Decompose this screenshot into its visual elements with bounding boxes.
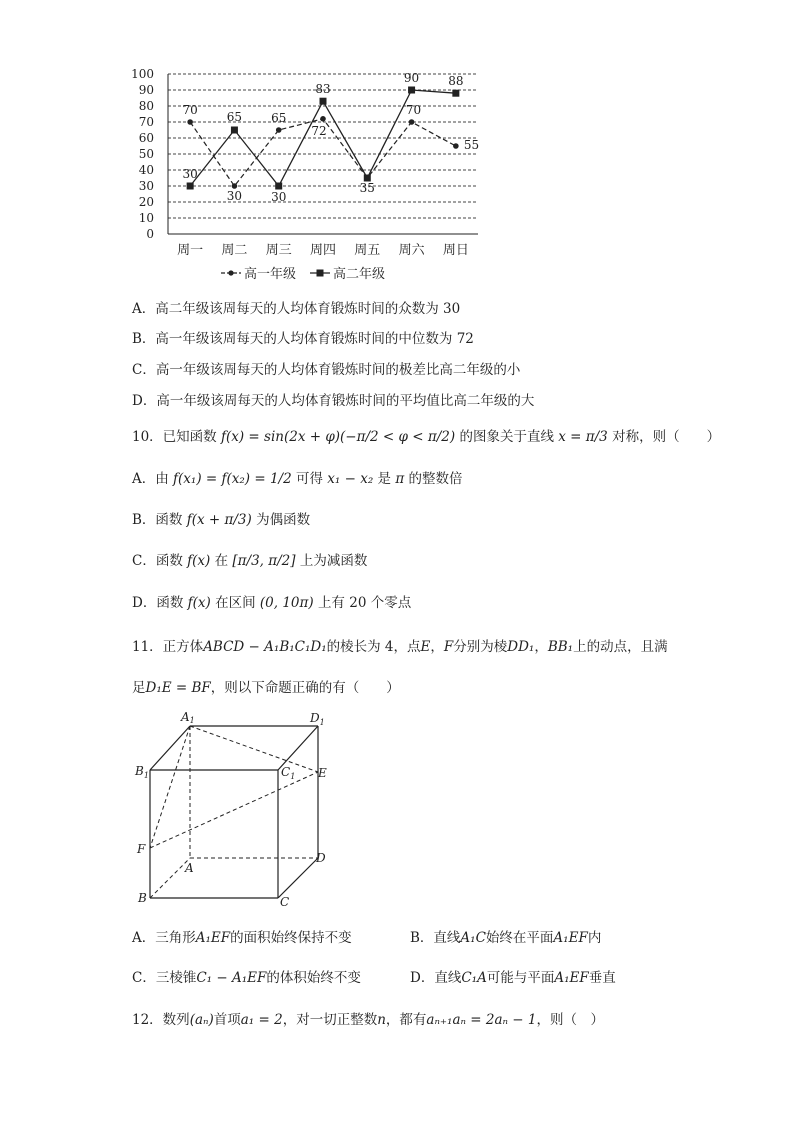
q12-n: n	[377, 1012, 386, 1028]
point-grade1	[276, 127, 282, 133]
q10-a-mid: 可得	[295, 471, 323, 487]
edge-c1-d1	[278, 726, 318, 770]
y-tick-label: 50	[138, 147, 154, 161]
q11-d-line: C₁A	[461, 970, 487, 986]
label-f: F	[137, 842, 146, 856]
y-tick-label: 10	[138, 211, 154, 225]
q10-c-suffix: 上为减函数	[299, 553, 368, 569]
data-label-grade2: 83	[315, 82, 331, 97]
q11-b-suffix: 内	[587, 930, 602, 946]
data-label-grade2: 30	[271, 190, 287, 204]
y-tick-label: 70	[138, 115, 154, 129]
q10-c-interval: [π/3, π/2]	[232, 553, 296, 569]
legend-label-grade2: 高二年级	[333, 267, 386, 282]
point-grade2	[452, 90, 459, 97]
q10-stem-prefix: 10．已知函数	[132, 429, 217, 445]
q11-d-plane: A₁EF	[554, 970, 589, 986]
q10-b-prefix: B．函数	[132, 512, 183, 528]
q10-b-function: f(x + π/3)	[186, 512, 252, 528]
q10-d-function: f(x)	[187, 595, 211, 611]
data-label-grade1: 72	[311, 123, 327, 138]
q11-option-a	[132, 926, 352, 946]
label-d: D	[316, 851, 326, 865]
q11-b-mid: 始终在平面	[485, 930, 554, 946]
q10-stem-suffix: 对称，则（ ）	[612, 429, 721, 445]
x-tick-label: 周三	[265, 243, 292, 258]
point-grade1	[232, 183, 238, 189]
x-tick-label: 周五	[354, 243, 381, 258]
q11-b-plane: A₁EF	[553, 930, 588, 946]
y-tick-label: 40	[138, 163, 154, 177]
q10-option-d	[132, 591, 411, 611]
q11-c-suffix: 的体积始终不变	[266, 970, 361, 986]
point-grade1	[453, 143, 459, 149]
q10-option-c	[132, 549, 367, 569]
legend-label-grade1: 高一年级	[244, 267, 297, 282]
data-label-grade1: 70	[405, 103, 422, 117]
q10-a-pi: π	[395, 471, 405, 487]
q12-mid3: ，都有	[385, 1012, 427, 1028]
q9-option-a: A．高二年级该周每天的人均体育锻炼时间的众数为 30	[132, 301, 461, 317]
data-label-grade1: 55	[463, 138, 480, 152]
x-tick-label: 周六	[398, 243, 425, 258]
q12-prefix: 12．数列	[132, 1012, 190, 1028]
segment-f-e	[150, 772, 318, 848]
edge-c-d	[278, 858, 318, 898]
label-a1: A1	[181, 710, 195, 725]
q12-stem	[132, 1008, 604, 1028]
legend-marker-grade2	[317, 270, 324, 277]
q11-sep2: ，	[534, 639, 548, 655]
q12-suffix: ，则（ ）	[536, 1012, 604, 1028]
q11-line2-suffix: ，则以下命题正确的有（ ）	[210, 680, 400, 696]
q11-option-b	[410, 926, 601, 946]
q10-d-suffix: 上有 20 个零点	[317, 595, 412, 611]
q10-a-diff: x₁ − x₂	[327, 471, 374, 487]
data-label-grade2: 30	[182, 167, 198, 181]
line-chart	[0, 0, 794, 290]
y-tick-label: 0	[146, 227, 154, 241]
q10-function-def: f(x) = sin(2x + φ)(−π/2 < φ < π/2)	[220, 429, 456, 445]
q11-a-triangle: A₁EF	[195, 930, 231, 946]
q10-c-function: f(x)	[187, 553, 211, 569]
y-tick-label: 90	[138, 83, 154, 97]
q12-first-term: a₁ = 2	[240, 1012, 283, 1028]
q11-edge-dd1: DD₁	[507, 639, 535, 655]
q11-option-c	[132, 966, 361, 986]
q10-option-b	[132, 508, 310, 528]
q11-b-line: A₁C	[460, 930, 486, 946]
segment-a1-e	[190, 726, 318, 772]
q10-a-suffix: 的整数倍	[408, 471, 463, 487]
data-label-grade2: 65	[226, 110, 243, 124]
q9-option-d: D．高一年级该周每天的人均体育锻炼时间的平均值比高二年级的大	[132, 393, 535, 409]
q11-point-e: E	[420, 639, 431, 655]
y-tick-label: 80	[138, 99, 154, 113]
label-b1: $B_1$	[135, 764, 149, 780]
q10-d-mid: 在区间	[215, 595, 256, 611]
q10-a-prefix: A．由	[132, 471, 169, 487]
segment-a1-f	[150, 726, 190, 848]
point-grade1	[320, 116, 326, 122]
label-b: B	[138, 891, 147, 905]
q11-a-suffix: 的面积始终保持不变	[230, 930, 352, 946]
q11-suffix: 上的动点，且满	[573, 639, 668, 655]
q11-stem-line2	[132, 676, 400, 696]
x-tick-label: 周日	[442, 243, 469, 258]
data-label-grade2: 88	[448, 74, 464, 89]
y-tick-label: 60	[138, 131, 154, 145]
label-d1: $D_1$	[310, 711, 325, 727]
q11-d-suffix: 垂直	[588, 970, 616, 986]
data-label-grade1: 70	[182, 103, 198, 117]
data-label-grade1: 35	[359, 181, 375, 195]
q12-sequence: (aₙ)	[189, 1012, 214, 1028]
q11-cube-name: ABCD − A₁B₁C₁D₁	[203, 639, 327, 655]
q10-stem	[132, 425, 720, 445]
chart-plot-area	[131, 67, 479, 282]
q12-relation: aₙ₊₁aₙ = 2aₙ − 1	[426, 1012, 537, 1028]
point-grade2	[275, 183, 282, 190]
cube-diagram	[0, 700, 794, 915]
label-c: C	[280, 895, 290, 909]
point-grade2	[320, 98, 327, 105]
q9-option-c: C．高一年级该周每天的人均体育锻炼时间的极差比高二年级的小	[132, 362, 521, 378]
q11-option-d	[410, 966, 616, 986]
x-tick-label: 周四	[309, 243, 337, 258]
x-tick-label: 周二	[221, 243, 248, 258]
q10-d-prefix: D．函数	[132, 595, 184, 611]
q10-a-equation: f(x₁) = f(x₂) = 1/2	[173, 471, 292, 487]
q11-c-pyramid: C₁ − A₁EF	[196, 970, 267, 986]
x-tick-label: 周一	[177, 243, 204, 258]
q10-option-a	[132, 467, 463, 487]
legend-marker-grade1	[228, 270, 233, 275]
q11-d-mid: 可能与平面	[486, 970, 555, 986]
q10-d-interval: (0, 10π)	[259, 595, 314, 611]
q11-prefix: 11．正方体	[132, 639, 204, 655]
q11-mid2: 分别为棱	[453, 639, 508, 655]
edge-b1-a1	[150, 726, 190, 770]
q10-b-suffix: 为偶函数	[256, 512, 311, 528]
q10-c-mid: 在	[214, 553, 229, 569]
point-grade2	[408, 87, 415, 94]
y-tick-label: 100	[131, 67, 154, 81]
data-label-grade2: 90	[403, 71, 420, 85]
q11-c-prefix: C．三棱锥	[132, 970, 197, 986]
point-grade2	[231, 127, 238, 134]
q11-sep: ，	[430, 639, 444, 655]
q11-condition: D₁E = BF	[145, 680, 211, 696]
q11-edge-bb1: BB₁	[547, 639, 574, 655]
label-e: E	[318, 766, 327, 780]
edge-b-a-hidden	[150, 858, 190, 898]
q11-line2-prefix: 足	[132, 680, 146, 696]
q10-stem-mid: 的图象关于直线	[459, 429, 554, 445]
q12-mid1: 首项	[213, 1012, 241, 1028]
point-grade1	[187, 119, 193, 125]
y-tick-label: 20	[138, 195, 154, 209]
q11-a-prefix: A．三角形	[132, 930, 196, 946]
q11-b-prefix: B．直线	[410, 930, 461, 946]
label-c1: $C_1$	[281, 765, 296, 781]
point-grade2	[187, 183, 194, 190]
q11-d-prefix: D．直线	[410, 970, 462, 986]
q11-mid: 的棱长为 4，点	[326, 639, 421, 655]
q10-c-prefix: C．函数	[132, 553, 183, 569]
q12-mid2: ，对一切正整数	[282, 1012, 378, 1028]
q11-point-f: F	[443, 639, 454, 655]
q9-option-b: B．高一年级该周每天的人均体育锻炼时间的中位数为 72	[132, 331, 474, 347]
data-label-grade1: 65	[271, 111, 287, 125]
q11-stem-line1	[132, 635, 668, 655]
label-a: A	[185, 861, 194, 875]
y-tick-label: 30	[138, 179, 154, 193]
q10-axis-line: x = π/3	[558, 429, 608, 445]
q10-a-mid2: 是	[377, 471, 392, 487]
data-label-grade1: 30	[226, 189, 243, 203]
point-grade1	[409, 119, 415, 125]
